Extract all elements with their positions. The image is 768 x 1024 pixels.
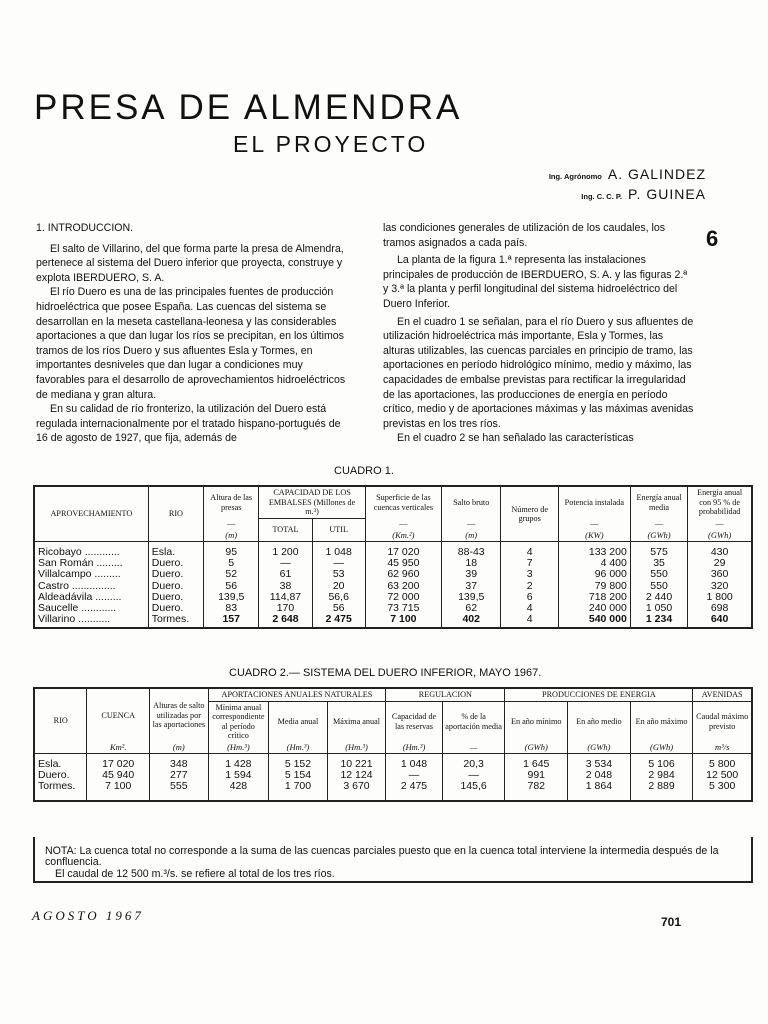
article-subtitle: EL PROYECTO <box>233 131 429 157</box>
table-cell-energia: 35 <box>630 558 687 569</box>
table-cell-grupos: 2 <box>501 581 558 592</box>
col-header: Media anual <box>269 701 328 742</box>
table-cell-altura: 56 <box>204 581 259 592</box>
col-header: APROVECHAMIENTO <box>34 486 148 542</box>
paragraph: En el cuadro 2 se han señalado las características <box>397 432 634 445</box>
table-cell-superficie: 62 960 <box>365 569 441 580</box>
unit-label: (GWh) <box>688 530 752 542</box>
table-cell-prod_med: 3 534 <box>568 754 631 771</box>
table-cell-rio: Esla. <box>34 754 87 771</box>
table-cell-maxima: 10 221 <box>327 754 386 771</box>
table-cell-util: 2 475 <box>312 614 365 628</box>
table-cell-superficie: 7 100 <box>365 614 441 628</box>
unit-label: (GWh) <box>505 742 568 754</box>
col-header: En año máximo <box>630 701 693 742</box>
table-row <box>34 542 752 559</box>
unit-label: (Hm.³) <box>208 742 269 754</box>
dash: — <box>204 518 259 530</box>
table-cell-salto: 402 <box>441 614 500 628</box>
table-cell-capacidad: 2 475 <box>386 781 442 801</box>
table-cell-total: 1 200 <box>259 542 312 559</box>
author-2-name: P. GUINEA <box>628 186 706 202</box>
table-cell-cuenca: 45 940 <box>87 770 150 781</box>
table-cell-salto: 88-43 <box>441 542 500 559</box>
table-cell-potencia: 96 000 <box>558 569 630 580</box>
table-cell-media: 5 152 <box>269 754 328 771</box>
table-cell-rio: Tormes. <box>34 781 87 801</box>
table-cell-salto: 139,5 <box>441 592 500 603</box>
table-cell-aprov: Castro ............... <box>34 581 148 592</box>
table-cell-maxima: 12 124 <box>327 770 386 781</box>
col-header: CUENCA <box>87 688 150 742</box>
table-cell-media: 5 154 <box>269 770 328 781</box>
table-cell-grupos: 4 <box>501 614 558 628</box>
table-cell-superficie: 73 715 <box>365 603 441 614</box>
table-cell-potencia: 540 000 <box>558 614 630 628</box>
unit-label: (Hm.³) <box>269 742 328 754</box>
table-cell-energia: 1 234 <box>630 614 687 628</box>
table-cell-total: 170 <box>259 603 312 614</box>
table-cell-superficie: 63 200 <box>365 581 441 592</box>
dash: — <box>441 518 500 530</box>
table-cell-grupos: 4 <box>501 603 558 614</box>
text-column-right <box>383 221 695 446</box>
unit-label: (GWh) <box>630 742 693 754</box>
table-cell-total: 38 <box>259 581 312 592</box>
table-cell-superficie: 45 950 <box>365 558 441 569</box>
table-cell-util: 1 048 <box>312 542 365 559</box>
col-header: Salto bruto <box>441 486 500 518</box>
unit-label: m³/s <box>693 742 752 754</box>
table-cell-prod_med: 1 864 <box>568 781 631 801</box>
article-title: PRESA DE ALMENDRA <box>34 88 463 127</box>
table-cell-energia95: 29 <box>688 558 752 569</box>
table-cell-caudal: 5 800 <box>693 754 752 771</box>
table-cell-salto: 62 <box>441 603 500 614</box>
table-cell-potencia: 718 200 <box>558 592 630 603</box>
col-header: APORTACIONES ANUALES NATURALES <box>208 688 386 701</box>
table-cell-energia95: 360 <box>688 569 752 580</box>
table-cell-rio: Duero. <box>148 569 203 580</box>
table-cell-aprov: Saucelle ............ <box>34 603 148 614</box>
table-cell-grupos: 6 <box>501 592 558 603</box>
table-cell-media: 1 700 <box>269 781 328 801</box>
table-cell-energia: 1 050 <box>630 603 687 614</box>
table-cell-prod_med: 2 048 <box>568 770 631 781</box>
table-cell-potencia: 133 200 <box>558 542 630 559</box>
section-heading: 1. INTRODUCCION. <box>36 222 134 234</box>
table-cell-energia: 550 <box>630 581 687 592</box>
unit-label: (Hm.³) <box>386 742 442 754</box>
table-2 <box>33 687 753 802</box>
col-header: TOTAL <box>259 518 312 542</box>
page-number: 701 <box>661 915 682 929</box>
col-header: PRODUCCIONES DE ENERGIA <box>505 688 693 701</box>
table-cell-energia95: 320 <box>688 581 752 592</box>
table-cell-cuenca: 17 020 <box>87 754 150 771</box>
table-cell-total: 2 648 <box>259 614 312 628</box>
paragraph: las condiciones generales de utilización de los caudales, los tramos asignados a cada país. <box>383 222 666 249</box>
table-cell-energia: 575 <box>630 542 687 559</box>
table-cell-caudal: 5 300 <box>693 781 752 801</box>
table-cell-pct: 145,6 <box>442 781 505 801</box>
table-cell-altura: 139,5 <box>204 592 259 603</box>
dash: — <box>688 518 752 530</box>
table-row <box>34 781 752 801</box>
table-row <box>34 754 752 771</box>
col-header: Máxima anual <box>327 701 386 742</box>
author-1-role: Ing. Agrónomo <box>548 172 602 181</box>
note-line-1: NOTA: La cuenca total no corresponde a la suma de las cuencas parciales puesto que en la cuenca total interviene la intermedia después de la confluencia. <box>45 845 719 869</box>
table-cell-prod_min: 991 <box>505 770 568 781</box>
table-cell-energia95: 1 800 <box>688 592 752 603</box>
author-1-name: A. GALINDEZ <box>607 166 706 182</box>
table-cell-maxima: 3 670 <box>327 781 386 801</box>
table-cell-salto: 37 <box>441 581 500 592</box>
table-cell-util: — <box>312 558 365 569</box>
table-cell-caudal: 12 500 <box>693 770 752 781</box>
table-cell-rio: Duero. <box>34 770 87 781</box>
col-header: RIO <box>34 688 87 754</box>
table-row <box>34 614 752 628</box>
table-cell-prod_min: 1 645 <box>505 754 568 771</box>
table-cell-potencia: 4 400 <box>558 558 630 569</box>
table-cell-prod_max: 2 889 <box>630 781 693 801</box>
table-cell-altura: 95 <box>204 542 259 559</box>
paragraph: En su calidad de río fronterizo, la utilización del Duero está regulada internacionalmente por el tratado hispano-portugués de 16 de agosto de 1927, que fija, además de <box>36 403 341 445</box>
table-cell-prod_min: 782 <box>505 781 568 801</box>
table-cell-total: 61 <box>259 569 312 580</box>
col-header: % de la aportación media <box>442 701 505 742</box>
table-cell-alturas: 277 <box>150 770 209 781</box>
table-cell-rio: Duero. <box>148 558 203 569</box>
table-cell-pct: — <box>442 770 505 781</box>
table-cell-altura: 83 <box>204 603 259 614</box>
col-header: CAPACIDAD DE LOS EMBALSES (Millones de m.³) <box>259 486 365 518</box>
table-cell-altura: 5 <box>204 558 259 569</box>
table-cell-aprov: Villarino ........... <box>34 614 148 628</box>
table-cell-energia95: 640 <box>688 614 752 628</box>
table-cell-superficie: 72 000 <box>365 592 441 603</box>
unit-label: (m) <box>204 530 259 542</box>
unit-label: (KW) <box>558 530 630 542</box>
table-cell-pct: 20,3 <box>442 754 505 771</box>
table-row <box>34 770 752 781</box>
footer-date: AGOSTO 1967 <box>32 908 144 923</box>
unit-label: (GWh) <box>568 742 631 754</box>
table-cell-grupos: 4 <box>501 542 558 559</box>
dash: — <box>630 518 687 530</box>
table-cell-energia: 550 <box>630 569 687 580</box>
unit-label: Km². <box>87 742 150 754</box>
col-header: Superficie de las cuencas verticales <box>365 486 441 518</box>
table-cell-energia: 2 440 <box>630 592 687 603</box>
dash: — <box>558 518 630 530</box>
dash: — <box>442 742 505 754</box>
table-cell-altura: 52 <box>204 569 259 580</box>
table-cell-superficie: 17 020 <box>365 542 441 559</box>
table-cell-aprov: Villalcampo ......... <box>34 569 148 580</box>
table-cell-alturas: 555 <box>150 781 209 801</box>
table-cell-rio: Duero. <box>148 603 203 614</box>
table-1 <box>33 485 753 629</box>
col-header: Caudal máximo previsto <box>693 701 752 742</box>
unit-label: (m) <box>150 742 209 754</box>
table-cell-prod_max: 5 106 <box>630 754 693 771</box>
paragraph: En el cuadro 1 se señalan, para el río Duero y sus afluentes de utilización hidroeléctrica más importante, Esla y Tormes, las alturas utilizables, las cuencas parciales en principio de tramo, las aportaciones en período hidrológico mínimo, medio y máximo, las capacidades de embalse previstas para rectificar la irregularidad de las aportaciones, las producciones de energía en período crítico, medio y de aportaciones máximas y las máximas avenidas previstas en los tres ríos. <box>383 315 694 430</box>
table-cell-potencia: 240 000 <box>558 603 630 614</box>
col-header: Número de grupos <box>501 486 558 542</box>
table-cell-potencia: 79 800 <box>558 581 630 592</box>
table-cell-salto: 39 <box>441 569 500 580</box>
col-header: En año mínimo <box>505 701 568 742</box>
table-2-caption: CUADRO 2.— SISTEMA DEL DUERO INFERIOR, MAYO 1967. <box>229 667 542 679</box>
col-header: REGULACION <box>386 688 505 701</box>
note-line-2: El caudal de 12 500 m.³/s. se refiere al total de los tres ríos. <box>55 867 335 880</box>
col-header: AVENIDAS <box>693 688 752 701</box>
author-1 <box>549 166 706 182</box>
table-cell-util: 56 <box>312 603 365 614</box>
table-cell-capacidad: — <box>386 770 442 781</box>
unit-label: (GWh) <box>630 530 687 542</box>
paragraph: El río Duero es una de las principales fuentes de producción hidroeléctrica que posee España. Las cuencas del sistema se desarrollan en la meseta castellana-leonesa y las considerables aportaciones a que dan lugar los ríos se precipitan, en los últimos tramos de los ríos Duero y sus afluentes Esla y Tormes, en importantes desniveles que dan lugar a condiciones muy favorables para el desarrollo de aprovechamientos hidroeléctricos de mediana y gran altura. <box>36 286 346 401</box>
author-2-role: Ing. C. C. P. <box>581 192 622 201</box>
table-1-caption: CUADRO 1. <box>334 465 394 477</box>
table-cell-util: 56,6 <box>312 592 365 603</box>
table-cell-util: 53 <box>312 569 365 580</box>
col-header: RIO <box>148 486 203 542</box>
col-header: UTIL <box>312 518 365 542</box>
table-cell-grupos: 7 <box>501 558 558 569</box>
unit-label: (Hm.³) <box>327 742 386 754</box>
col-header: Alturas de salto utilizadas por las aportaciones <box>150 688 209 742</box>
col-header: En año medio <box>568 701 631 742</box>
col-header: Potencia instalada <box>558 486 630 518</box>
table-cell-minima: 1 594 <box>208 770 269 781</box>
table-cell-aprov: Aldeadávila ......... <box>34 592 148 603</box>
unit-label: (m) <box>441 530 500 542</box>
col-header: Mínima anual correspondiente al período crítico <box>208 701 269 742</box>
table-cell-capacidad: 1 048 <box>386 754 442 771</box>
table-cell-rio: Duero. <box>148 592 203 603</box>
table-cell-rio: Esla. <box>148 542 203 559</box>
paragraph: La planta de la figura 1.ª representa las instalaciones principales de producción de IBERDUERO, S. A. y las figuras 2.ª y 3.ª la planta y perfil longitudinal del sistema hidroeléctrico del Duero Inferior. <box>383 254 688 310</box>
col-header: Energía anual media <box>630 486 687 518</box>
table-cell-cuenca: 7 100 <box>87 781 150 801</box>
table-cell-total: 114,87 <box>259 592 312 603</box>
text-column-left <box>36 221 348 446</box>
table-cell-minima: 1 428 <box>208 754 269 771</box>
table-cell-rio: Tormes. <box>148 614 203 628</box>
table-cell-util: 20 <box>312 581 365 592</box>
table-cell-energia95: 698 <box>688 603 752 614</box>
table-cell-total: — <box>259 558 312 569</box>
col-header: Capacidad de las reservas <box>386 701 442 742</box>
dash: — <box>365 518 441 530</box>
table-2-note <box>33 837 753 883</box>
author-2 <box>581 186 706 202</box>
unit-label: (Km.²) <box>365 530 441 542</box>
table-cell-salto: 18 <box>441 558 500 569</box>
table-cell-altura: 157 <box>204 614 259 628</box>
table-cell-rio: Duero. <box>148 581 203 592</box>
table-cell-energia95: 430 <box>688 542 752 559</box>
table-cell-minima: 428 <box>208 781 269 801</box>
table-cell-alturas: 348 <box>150 754 209 771</box>
table-cell-aprov: San Román ......... <box>34 558 148 569</box>
table-cell-prod_max: 2 984 <box>630 770 693 781</box>
table-cell-grupos: 3 <box>501 569 558 580</box>
paragraph: El salto de Villarino, del que forma parte la presa de Almendra, pertenece al sistema del Duero inferior que proyecta, construye y explota IBERDUERO, S. A. <box>36 242 344 284</box>
table-row <box>34 569 752 580</box>
section-number: 6 <box>706 226 719 251</box>
col-header: Altura de las presas <box>204 486 259 518</box>
table-cell-aprov: Ricobayo ............ <box>34 542 148 559</box>
col-header: Energía anual con 95 % de probabilidad <box>688 486 752 518</box>
